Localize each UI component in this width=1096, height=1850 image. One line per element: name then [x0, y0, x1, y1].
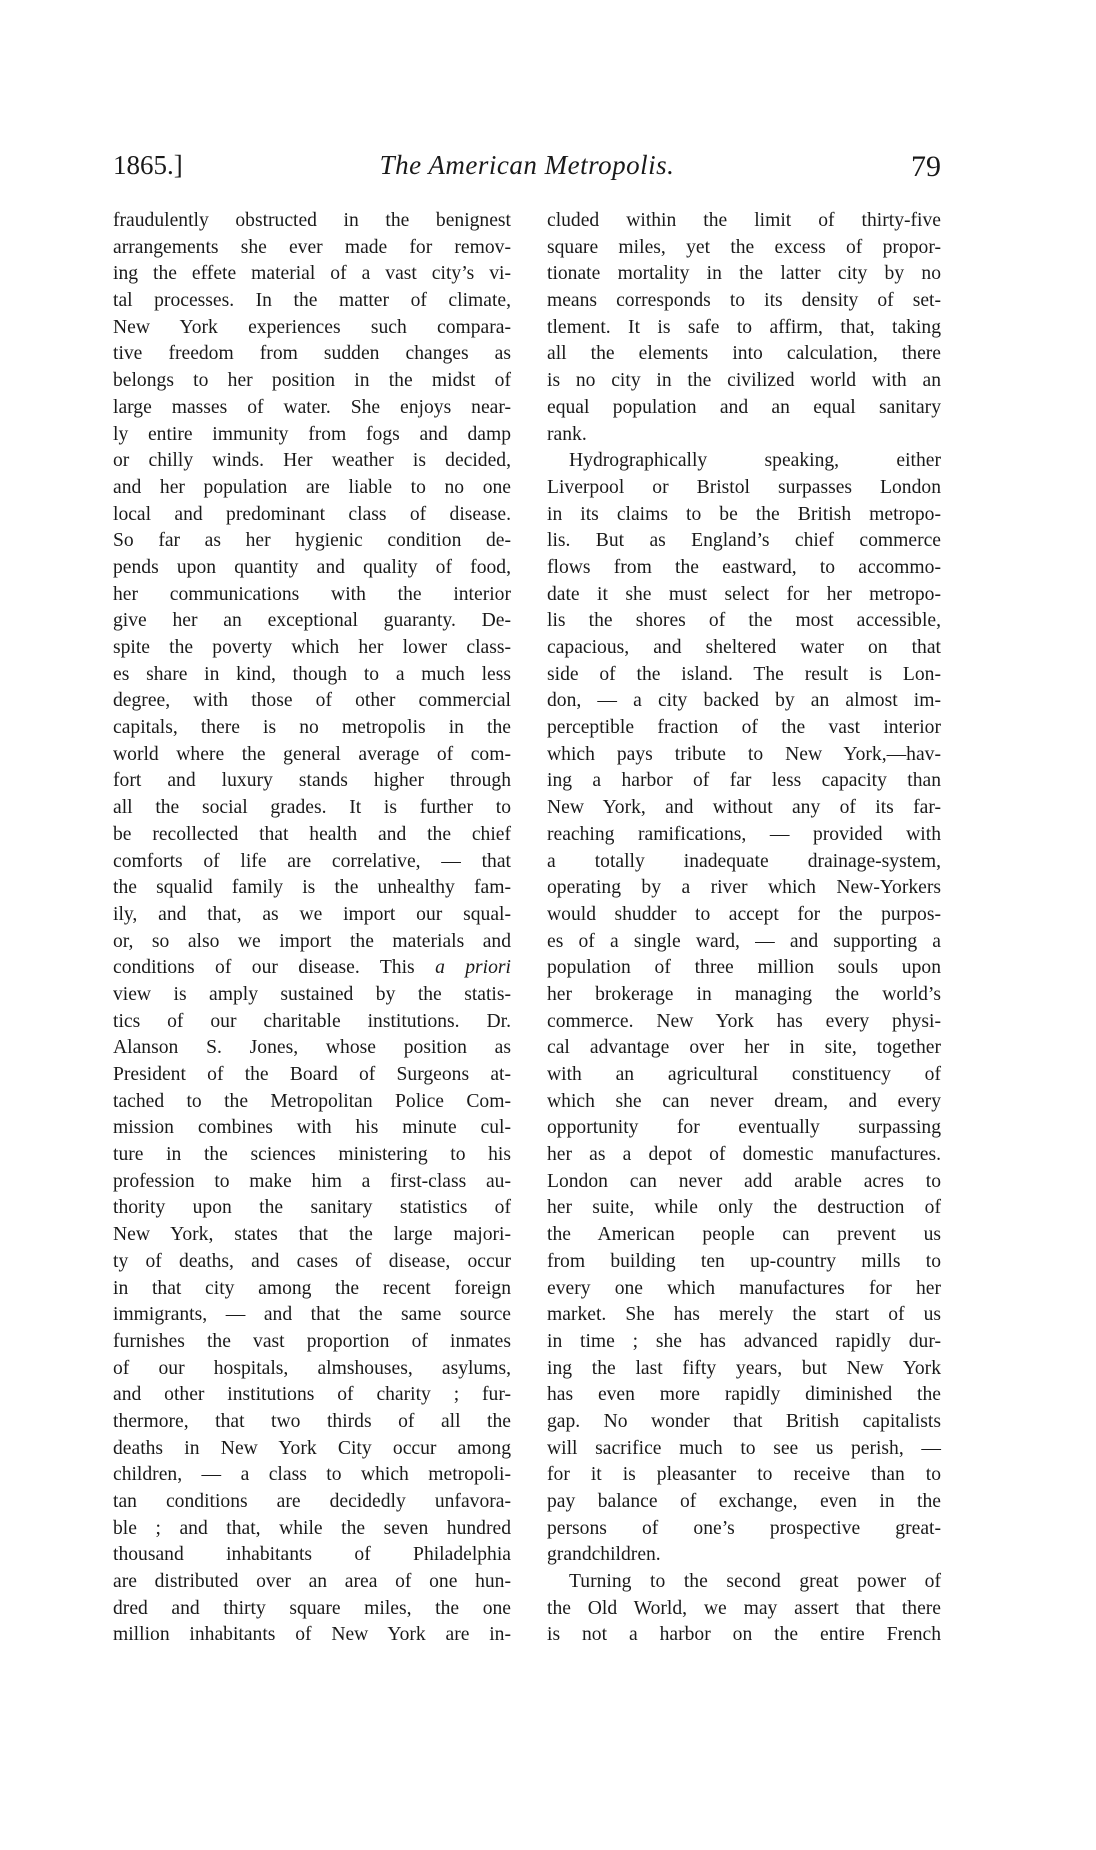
text-line: all the elements into calculation, there	[547, 343, 941, 365]
text-line: cal advantage over her in site, together	[547, 1037, 941, 1059]
running-header	[113, 140, 941, 190]
text-line: flows from the eastward, to accommo-	[547, 556, 941, 578]
text-line: means corresponds to its density of set-	[547, 290, 941, 312]
text-line: has even more rapidly diminished the	[547, 1384, 941, 1406]
left-column	[113, 208, 511, 1649]
text-line: for it is pleasanter to receive than to	[547, 1464, 941, 1486]
text-line: a totally inadequate drainage-system,	[547, 850, 941, 872]
text-line: the squalid family is the unhealthy fam-	[113, 877, 511, 899]
text-line: large masses of water. She enjoys near-	[113, 396, 511, 418]
text-line: her as a depot of domestic manufactures.	[547, 1144, 941, 1166]
text-line: thority upon the sanitary statistics of	[113, 1197, 511, 1219]
text-line: spite the poverty which her lower class-	[113, 637, 511, 658]
text-line: ly entire immunity from fogs and damp	[113, 423, 511, 445]
text-line: dred and thirty square miles, the one	[113, 1597, 511, 1619]
text-line: ty of deaths, and cases of disease, occur	[113, 1250, 511, 1272]
text-line: square miles, yet the excess of propor-	[547, 236, 941, 258]
text-line: thousand inhabitants of Philadelphia	[113, 1544, 511, 1566]
text-line: which pays tribute to New York,—hav-	[547, 743, 941, 765]
text-line: ture in the sciences ministering to his	[113, 1144, 511, 1166]
text-line: es share in kind, though to a much less	[113, 663, 511, 685]
text-line: Hydrographically speaking, either	[569, 450, 941, 472]
text-line: commerce. New York has every physi-	[547, 1010, 941, 1032]
text-line: the American people can prevent us	[547, 1224, 941, 1246]
text-line: comforts of life are correlative, — that	[113, 850, 511, 872]
text-line: and other institutions of charity ; fur-	[113, 1384, 511, 1406]
text-line: her communications with the interior	[113, 583, 511, 605]
text-line: in time ; she has advanced rapidly dur-	[547, 1330, 941, 1352]
text-line: with an agricultural constituency of	[547, 1064, 941, 1085]
text-line: population of three million souls upon	[547, 957, 941, 979]
text-line: President of the Board of Surgeons at-	[113, 1064, 511, 1085]
text-line: ing a harbor of far less capacity than	[547, 770, 941, 792]
text-line: fort and luxury stands higher through	[113, 770, 511, 792]
text-line: arrangements she ever made for remov-	[113, 236, 511, 258]
text-line: is not a harbor on the entire French	[547, 1624, 941, 1646]
text-line: immigrants, — and that the same source	[113, 1304, 511, 1326]
text-line: give her an exceptional guaranty. De-	[113, 610, 511, 632]
text-line: lis the shores of the most accessible,	[547, 610, 941, 632]
text-line: Liverpool or Bristol surpasses London	[547, 476, 941, 498]
text-line: persons of one’s prospective great-	[547, 1517, 941, 1539]
text-line: ily, and that, as we import our squal-	[113, 903, 511, 925]
text-line: which she can never dream, and every	[547, 1090, 941, 1112]
text-line: Turning to the second great power of	[569, 1571, 941, 1593]
text-line: tics of our charitable institutions. Dr.	[113, 1010, 511, 1032]
text-line: belongs to her position in the midst of	[113, 370, 511, 392]
text-line: local and predominant class of disease.	[113, 503, 511, 525]
text-line: London can never add arable acres to	[547, 1170, 941, 1192]
text-line: ing the last fifty years, but New York	[547, 1357, 941, 1379]
italic-phrase: a priori	[435, 957, 511, 979]
text-line: is no city in the civilized world with an	[547, 370, 941, 392]
text-line: million inhabitants of New York are in-	[113, 1624, 511, 1646]
page-number: 79	[911, 150, 941, 183]
text-line: of our hospitals, almshouses, asylums,	[113, 1357, 511, 1379]
text-line: all the social grades. It is further to	[113, 797, 511, 819]
text-line: lis. But as England’s chief commerce	[547, 530, 941, 552]
text-line: tan conditions are decidedly unfavora-	[113, 1491, 511, 1512]
text-line: ing the effete material of a vast city’s vi-	[113, 263, 511, 285]
text-line: capacious, and sheltered water on that	[547, 637, 941, 658]
text-line: ble ; and that, while the seven hundred	[113, 1517, 511, 1539]
text-line: reaching ramifications, — provided with	[547, 823, 941, 845]
text-line: market. She has merely the start of us	[547, 1304, 941, 1326]
text-line: in its claims to be the British metropo-	[547, 503, 941, 525]
text-line: tionate mortality in the latter city by no	[547, 263, 941, 285]
right-column	[547, 208, 941, 1649]
text-line: would shudder to accept for the purpos-	[547, 903, 941, 925]
text-line: world where the general average of com-	[113, 743, 511, 765]
text-line: don, — a city backed by an almost im-	[547, 690, 941, 712]
text-line: tive freedom from sudden changes as	[113, 343, 511, 365]
text-line: and her population are liable to no one	[113, 476, 511, 498]
text-line: will sacrifice much to see us perish, —	[547, 1437, 941, 1459]
text-line: So far as her hygienic condition de-	[113, 530, 511, 552]
text-line: children, — a class to which metropoli-	[113, 1464, 511, 1486]
text-line: opportunity for eventually surpassing	[547, 1117, 941, 1139]
text-line: pay balance of exchange, even in the	[547, 1491, 941, 1512]
text-line: from building ten up-country mills to	[547, 1250, 941, 1272]
text-line: furnishes the vast proportion of inmates	[113, 1330, 511, 1352]
text-line: New York, states that the large majori-	[113, 1224, 511, 1246]
text-line: are distributed over an area of one hun-	[113, 1571, 511, 1593]
text-line: pends upon quantity and quality of food,	[113, 556, 511, 578]
text-line: cluded within the limit of thirty-five	[547, 210, 941, 231]
text-line: rank.	[547, 423, 587, 445]
text-line: equal population and an equal sanitary	[547, 396, 941, 418]
text-line: the Old World, we may assert that there	[547, 1597, 941, 1619]
header-title: The American Metropolis.	[379, 150, 675, 180]
text-line: or, so also we import the materials and	[113, 930, 511, 952]
text-line: thermore, that two thirds of all the	[113, 1410, 511, 1432]
text-line: es of a single ward, — and supporting a	[547, 930, 941, 952]
text-line: degree, with those of other commercial	[113, 690, 511, 712]
text-line: view is amply sustained by the statis-	[113, 983, 511, 1005]
text-line: tlement. It is safe to affirm, that, taking	[547, 316, 941, 338]
text-line: mission combines with his minute cul-	[113, 1117, 511, 1139]
text-line: gap. No wonder that British capitalists	[547, 1410, 941, 1432]
text-line: or chilly winds. Her weather is decided,	[113, 450, 511, 472]
text-line: her brokerage in managing the world’s	[547, 983, 941, 1005]
text-line: New York experiences such compara-	[113, 316, 511, 338]
text-line: tal processes. In the matter of climate,	[113, 290, 511, 312]
text-line: profession to make him a first-class au-	[113, 1170, 511, 1192]
text-line: conditions of our disease. This a priori	[113, 957, 511, 979]
text-line: grandchildren.	[547, 1544, 661, 1566]
header-year: 1865.]	[113, 150, 183, 180]
text-line: deaths in New York City occur among	[113, 1437, 511, 1459]
text-line: in that city among the recent foreign	[113, 1277, 511, 1299]
text-line: perceptible fraction of the vast interior	[547, 717, 941, 739]
text-line: her suite, while only the destruction of	[547, 1197, 941, 1219]
text-line: New York, and without any of its far-	[547, 797, 941, 819]
text-line: capitals, there is no metropolis in the	[113, 717, 511, 739]
text-line: operating by a river which New-Yorkers	[547, 877, 941, 899]
text-line: tached to the Metropolitan Police Com-	[113, 1090, 511, 1112]
text-line: Alanson S. Jones, whose position as	[113, 1037, 511, 1059]
text-line: date it she must select for her metropo-	[547, 583, 941, 605]
text-line: every one which manufactures for her	[547, 1277, 941, 1299]
text-line: fraudulently obstructed in the benignest	[113, 210, 511, 231]
text-line: be recollected that health and the chief	[113, 823, 511, 845]
text-line: side of the island. The result is Lon-	[547, 663, 941, 685]
